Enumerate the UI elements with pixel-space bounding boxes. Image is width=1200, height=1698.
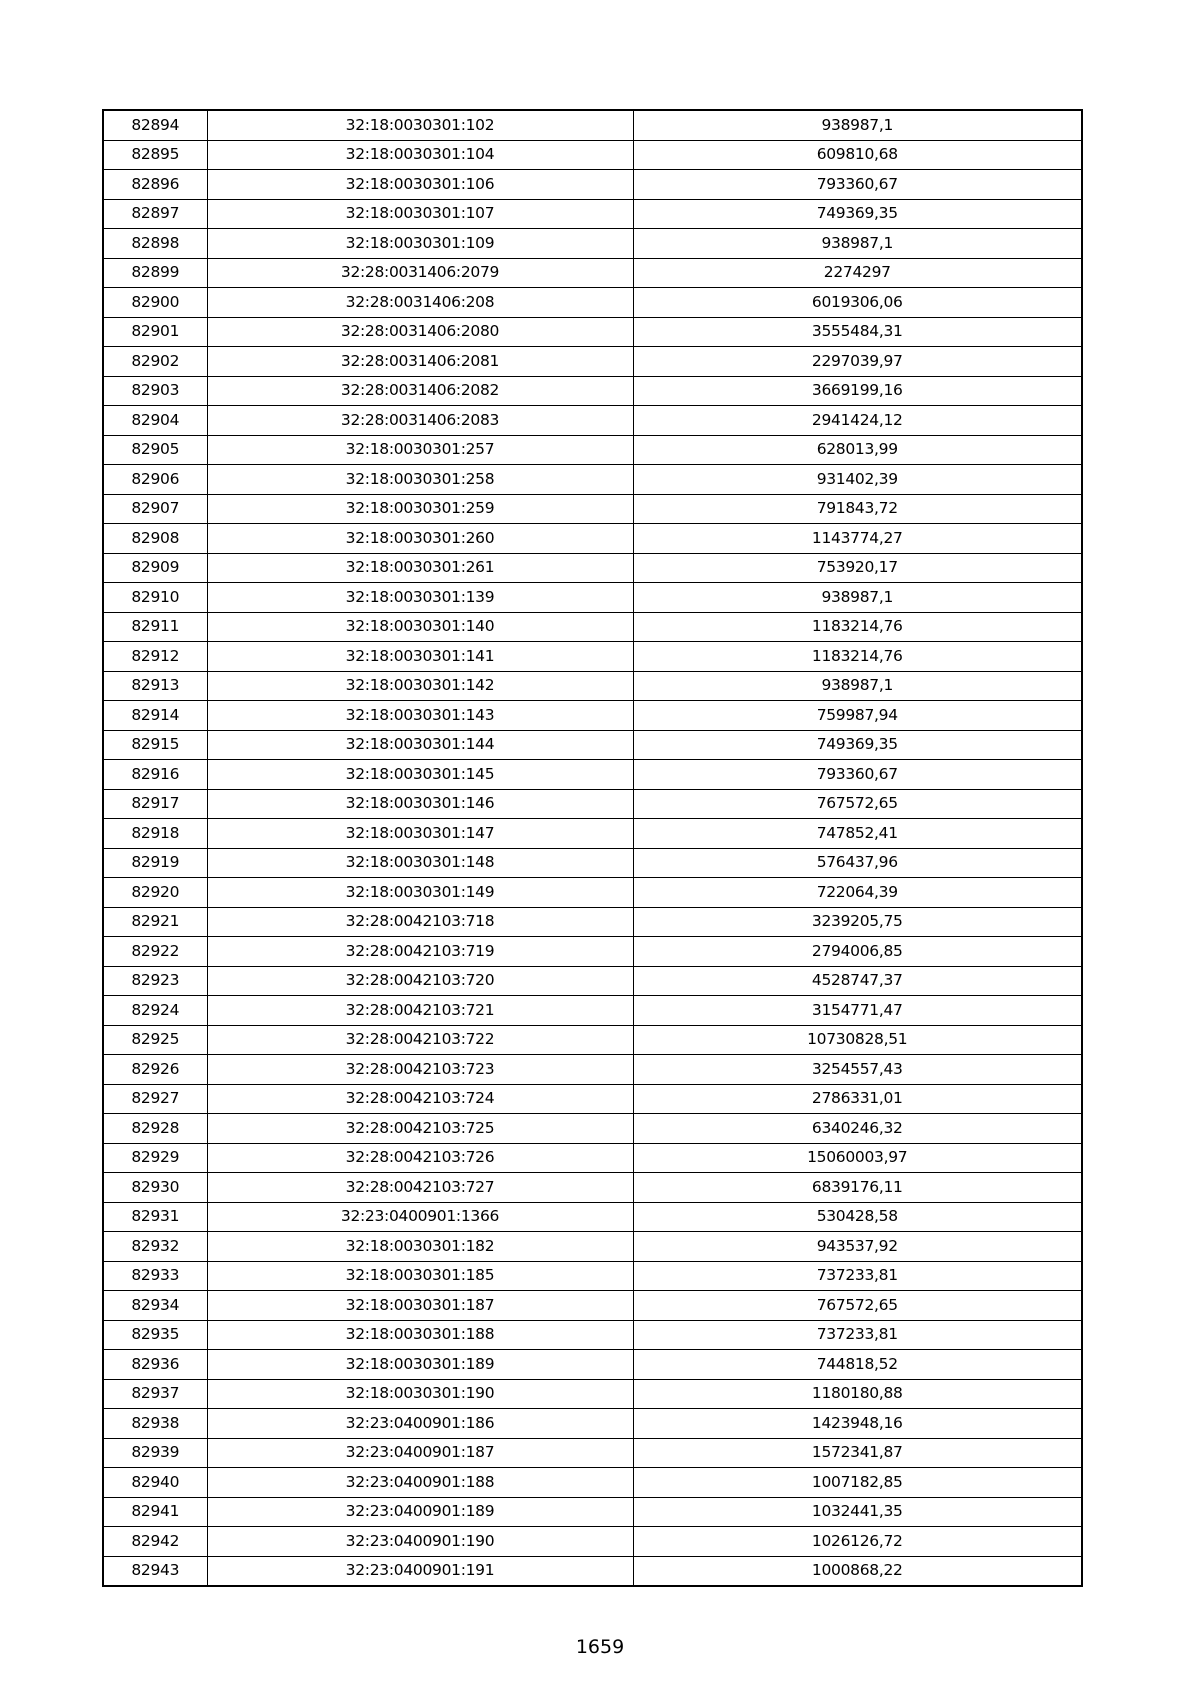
table-row (103, 760, 1082, 790)
value-cell: 1032441,35 (633, 1497, 1082, 1527)
row-number-cell: 82900 (103, 288, 207, 318)
row-number-cell: 82927 (103, 1084, 207, 1114)
table-row (103, 347, 1082, 377)
cadastral-number-cell: 32:28:0042103:725 (207, 1114, 633, 1144)
table-row (103, 878, 1082, 908)
cadastral-number-cell: 32:18:0030301:189 (207, 1350, 633, 1380)
cadastral-number-cell: 32:18:0030301:141 (207, 642, 633, 672)
row-number-cell: 82908 (103, 524, 207, 554)
value-cell: 749369,35 (633, 730, 1082, 760)
cadastral-number-cell: 32:18:0030301:190 (207, 1379, 633, 1409)
row-number-cell: 82911 (103, 612, 207, 642)
table-row (103, 701, 1082, 731)
row-number-cell: 82933 (103, 1261, 207, 1291)
value-cell: 6839176,11 (633, 1173, 1082, 1203)
value-cell: 628013,99 (633, 435, 1082, 465)
value-cell: 4528747,37 (633, 966, 1082, 996)
row-number-cell: 82921 (103, 907, 207, 937)
row-number-cell: 82939 (103, 1438, 207, 1468)
cadastral-number-cell: 32:18:0030301:109 (207, 229, 633, 259)
table-row (103, 1143, 1082, 1173)
value-cell: 759987,94 (633, 701, 1082, 731)
value-cell: 744818,52 (633, 1350, 1082, 1380)
table-row (103, 1409, 1082, 1439)
cadastral-number-cell: 32:18:0030301:188 (207, 1320, 633, 1350)
table-row (103, 819, 1082, 849)
row-number-cell: 82904 (103, 406, 207, 436)
cadastral-number-cell: 32:18:0030301:104 (207, 140, 633, 170)
table-row (103, 1084, 1082, 1114)
value-cell: 737233,81 (633, 1261, 1082, 1291)
row-number-cell: 82901 (103, 317, 207, 347)
row-number-cell: 82928 (103, 1114, 207, 1144)
value-cell: 722064,39 (633, 878, 1082, 908)
row-number-cell: 82930 (103, 1173, 207, 1203)
value-cell: 2297039,97 (633, 347, 1082, 377)
table-row (103, 110, 1082, 140)
row-number-cell: 82929 (103, 1143, 207, 1173)
row-number-cell: 82894 (103, 110, 207, 140)
value-cell: 1183214,76 (633, 642, 1082, 672)
table-row (103, 406, 1082, 436)
cadastral-number-cell: 32:28:0042103:719 (207, 937, 633, 967)
cadastral-number-cell: 32:23:0400901:189 (207, 1497, 633, 1527)
data-table (102, 109, 1083, 1587)
cadastral-number-cell: 32:28:0042103:724 (207, 1084, 633, 1114)
table-row (103, 288, 1082, 318)
table-row (103, 317, 1082, 347)
cadastral-number-cell: 32:18:0030301:259 (207, 494, 633, 524)
table-row (103, 937, 1082, 967)
table-row (103, 376, 1082, 406)
table-row (103, 465, 1082, 495)
table-body (103, 110, 1082, 1586)
cadastral-number-cell: 32:28:0042103:727 (207, 1173, 633, 1203)
cadastral-number-cell: 32:18:0030301:143 (207, 701, 633, 731)
table-row (103, 1055, 1082, 1085)
cadastral-number-cell: 32:18:0030301:257 (207, 435, 633, 465)
row-number-cell: 82938 (103, 1409, 207, 1439)
cadastral-number-cell: 32:23:0400901:191 (207, 1556, 633, 1586)
row-number-cell: 82920 (103, 878, 207, 908)
table-row (103, 1379, 1082, 1409)
value-cell: 938987,1 (633, 110, 1082, 140)
value-cell: 3254557,43 (633, 1055, 1082, 1085)
row-number-cell: 82917 (103, 789, 207, 819)
cadastral-number-cell: 32:28:0031406:2081 (207, 347, 633, 377)
row-number-cell: 82926 (103, 1055, 207, 1085)
row-number-cell: 82936 (103, 1350, 207, 1380)
row-number-cell: 82942 (103, 1527, 207, 1557)
row-number-cell: 82910 (103, 583, 207, 613)
table-row (103, 553, 1082, 583)
row-number-cell: 82923 (103, 966, 207, 996)
row-number-cell: 82934 (103, 1291, 207, 1321)
row-number-cell: 82918 (103, 819, 207, 849)
row-number-cell: 82897 (103, 199, 207, 229)
row-number-cell: 82915 (103, 730, 207, 760)
table-row (103, 1468, 1082, 1498)
cadastral-number-cell: 32:18:0030301:149 (207, 878, 633, 908)
value-cell: 10730828,51 (633, 1025, 1082, 1055)
value-cell: 1180180,88 (633, 1379, 1082, 1409)
row-number-cell: 82903 (103, 376, 207, 406)
value-cell: 609810,68 (633, 140, 1082, 170)
row-number-cell: 82912 (103, 642, 207, 672)
table-row (103, 789, 1082, 819)
cadastral-number-cell: 32:18:0030301:107 (207, 199, 633, 229)
row-number-cell: 82895 (103, 140, 207, 170)
row-number-cell: 82943 (103, 1556, 207, 1586)
value-cell: 1007182,85 (633, 1468, 1082, 1498)
table-row (103, 1291, 1082, 1321)
value-cell: 943537,92 (633, 1232, 1082, 1262)
row-number-cell: 82905 (103, 435, 207, 465)
table-row (103, 435, 1082, 465)
table-row (103, 1025, 1082, 1055)
cadastral-number-cell: 32:18:0030301:106 (207, 170, 633, 200)
row-number-cell: 82914 (103, 701, 207, 731)
value-cell: 753920,17 (633, 553, 1082, 583)
table-row (103, 1497, 1082, 1527)
cadastral-number-cell: 32:18:0030301:145 (207, 760, 633, 790)
table-row (103, 848, 1082, 878)
value-cell: 1026126,72 (633, 1527, 1082, 1557)
value-cell: 793360,67 (633, 170, 1082, 200)
cadastral-number-cell: 32:18:0030301:182 (207, 1232, 633, 1262)
row-number-cell: 82932 (103, 1232, 207, 1262)
row-number-cell: 82924 (103, 996, 207, 1026)
value-cell: 3154771,47 (633, 996, 1082, 1026)
table-row (103, 1261, 1082, 1291)
value-cell: 3669199,16 (633, 376, 1082, 406)
table-row (103, 1173, 1082, 1203)
table-row (103, 642, 1082, 672)
value-cell: 1183214,76 (633, 612, 1082, 642)
table-row (103, 1438, 1082, 1468)
table-row (103, 524, 1082, 554)
value-cell: 1423948,16 (633, 1409, 1082, 1439)
cadastral-number-cell: 32:18:0030301:187 (207, 1291, 633, 1321)
table-row (103, 140, 1082, 170)
table-row (103, 1232, 1082, 1262)
cadastral-number-cell: 32:23:0400901:190 (207, 1527, 633, 1557)
value-cell: 938987,1 (633, 671, 1082, 701)
cadastral-number-cell: 32:18:0030301:147 (207, 819, 633, 849)
table-row (103, 907, 1082, 937)
cadastral-number-cell: 32:28:0031406:2083 (207, 406, 633, 436)
row-number-cell: 82935 (103, 1320, 207, 1350)
row-number-cell: 82925 (103, 1025, 207, 1055)
cadastral-number-cell: 32:28:0042103:718 (207, 907, 633, 937)
cadastral-number-cell: 32:28:0042103:721 (207, 996, 633, 1026)
cadastral-number-cell: 32:18:0030301:102 (207, 110, 633, 140)
value-cell: 530428,58 (633, 1202, 1082, 1232)
row-number-cell: 82941 (103, 1497, 207, 1527)
value-cell: 737233,81 (633, 1320, 1082, 1350)
value-cell: 767572,65 (633, 789, 1082, 819)
row-number-cell: 82896 (103, 170, 207, 200)
row-number-cell: 82909 (103, 553, 207, 583)
table-row (103, 1556, 1082, 1586)
row-number-cell: 82902 (103, 347, 207, 377)
row-number-cell: 82919 (103, 848, 207, 878)
row-number-cell: 82899 (103, 258, 207, 288)
table-row (103, 966, 1082, 996)
cadastral-number-cell: 32:23:0400901:186 (207, 1409, 633, 1439)
row-number-cell: 82937 (103, 1379, 207, 1409)
cadastral-number-cell: 32:18:0030301:139 (207, 583, 633, 613)
value-cell: 15060003,97 (633, 1143, 1082, 1173)
row-number-cell: 82898 (103, 229, 207, 259)
table-row (103, 730, 1082, 760)
cadastral-number-cell: 32:18:0030301:146 (207, 789, 633, 819)
cadastral-number-cell: 32:28:0042103:722 (207, 1025, 633, 1055)
value-cell: 749369,35 (633, 199, 1082, 229)
row-number-cell: 82940 (103, 1468, 207, 1498)
value-cell: 1143774,27 (633, 524, 1082, 554)
cadastral-number-cell: 32:23:0400901:187 (207, 1438, 633, 1468)
table-row (103, 1114, 1082, 1144)
cadastral-number-cell: 32:23:0400901:1366 (207, 1202, 633, 1232)
value-cell: 2794006,85 (633, 937, 1082, 967)
row-number-cell: 82916 (103, 760, 207, 790)
row-number-cell: 82906 (103, 465, 207, 495)
cadastral-number-cell: 32:18:0030301:142 (207, 671, 633, 701)
value-cell: 3555484,31 (633, 317, 1082, 347)
table-row (103, 199, 1082, 229)
value-cell: 938987,1 (633, 229, 1082, 259)
value-cell: 931402,39 (633, 465, 1082, 495)
value-cell: 1000868,22 (633, 1556, 1082, 1586)
page-number: 1659 (575, 1636, 625, 1658)
value-cell: 791843,72 (633, 494, 1082, 524)
value-cell: 1572341,87 (633, 1438, 1082, 1468)
table-row (103, 1350, 1082, 1380)
table-row (103, 612, 1082, 642)
cadastral-number-cell: 32:28:0042103:720 (207, 966, 633, 996)
cadastral-number-cell: 32:18:0030301:260 (207, 524, 633, 554)
table-row (103, 583, 1082, 613)
table-row (103, 996, 1082, 1026)
table-row (103, 1202, 1082, 1232)
row-number-cell: 82922 (103, 937, 207, 967)
value-cell: 767572,65 (633, 1291, 1082, 1321)
cadastral-number-cell: 32:23:0400901:188 (207, 1468, 633, 1498)
value-cell: 793360,67 (633, 760, 1082, 790)
table-row (103, 1527, 1082, 1557)
cadastral-number-cell: 32:18:0030301:261 (207, 553, 633, 583)
table-row (103, 170, 1082, 200)
row-number-cell: 82907 (103, 494, 207, 524)
cadastral-number-cell: 32:28:0031406:2082 (207, 376, 633, 406)
value-cell: 747852,41 (633, 819, 1082, 849)
value-cell: 2941424,12 (633, 406, 1082, 436)
value-cell: 576437,96 (633, 848, 1082, 878)
value-cell: 6019306,06 (633, 288, 1082, 318)
value-cell: 2274297 (633, 258, 1082, 288)
cadastral-number-cell: 32:18:0030301:185 (207, 1261, 633, 1291)
cadastral-number-cell: 32:28:0031406:2079 (207, 258, 633, 288)
cadastral-number-cell: 32:18:0030301:144 (207, 730, 633, 760)
table-row (103, 229, 1082, 259)
table-row (103, 494, 1082, 524)
row-number-cell: 82931 (103, 1202, 207, 1232)
cadastral-number-cell: 32:18:0030301:258 (207, 465, 633, 495)
table-row (103, 1320, 1082, 1350)
value-cell: 3239205,75 (633, 907, 1082, 937)
cadastral-number-cell: 32:28:0042103:723 (207, 1055, 633, 1085)
row-number-cell: 82913 (103, 671, 207, 701)
table-row (103, 671, 1082, 701)
value-cell: 6340246,32 (633, 1114, 1082, 1144)
cadastral-number-cell: 32:28:0042103:726 (207, 1143, 633, 1173)
cadastral-number-cell: 32:28:0031406:208 (207, 288, 633, 318)
cadastral-number-cell: 32:18:0030301:140 (207, 612, 633, 642)
value-cell: 938987,1 (633, 583, 1082, 613)
cadastral-number-cell: 32:18:0030301:148 (207, 848, 633, 878)
value-cell: 2786331,01 (633, 1084, 1082, 1114)
cadastral-number-cell: 32:28:0031406:2080 (207, 317, 633, 347)
table-row (103, 258, 1082, 288)
